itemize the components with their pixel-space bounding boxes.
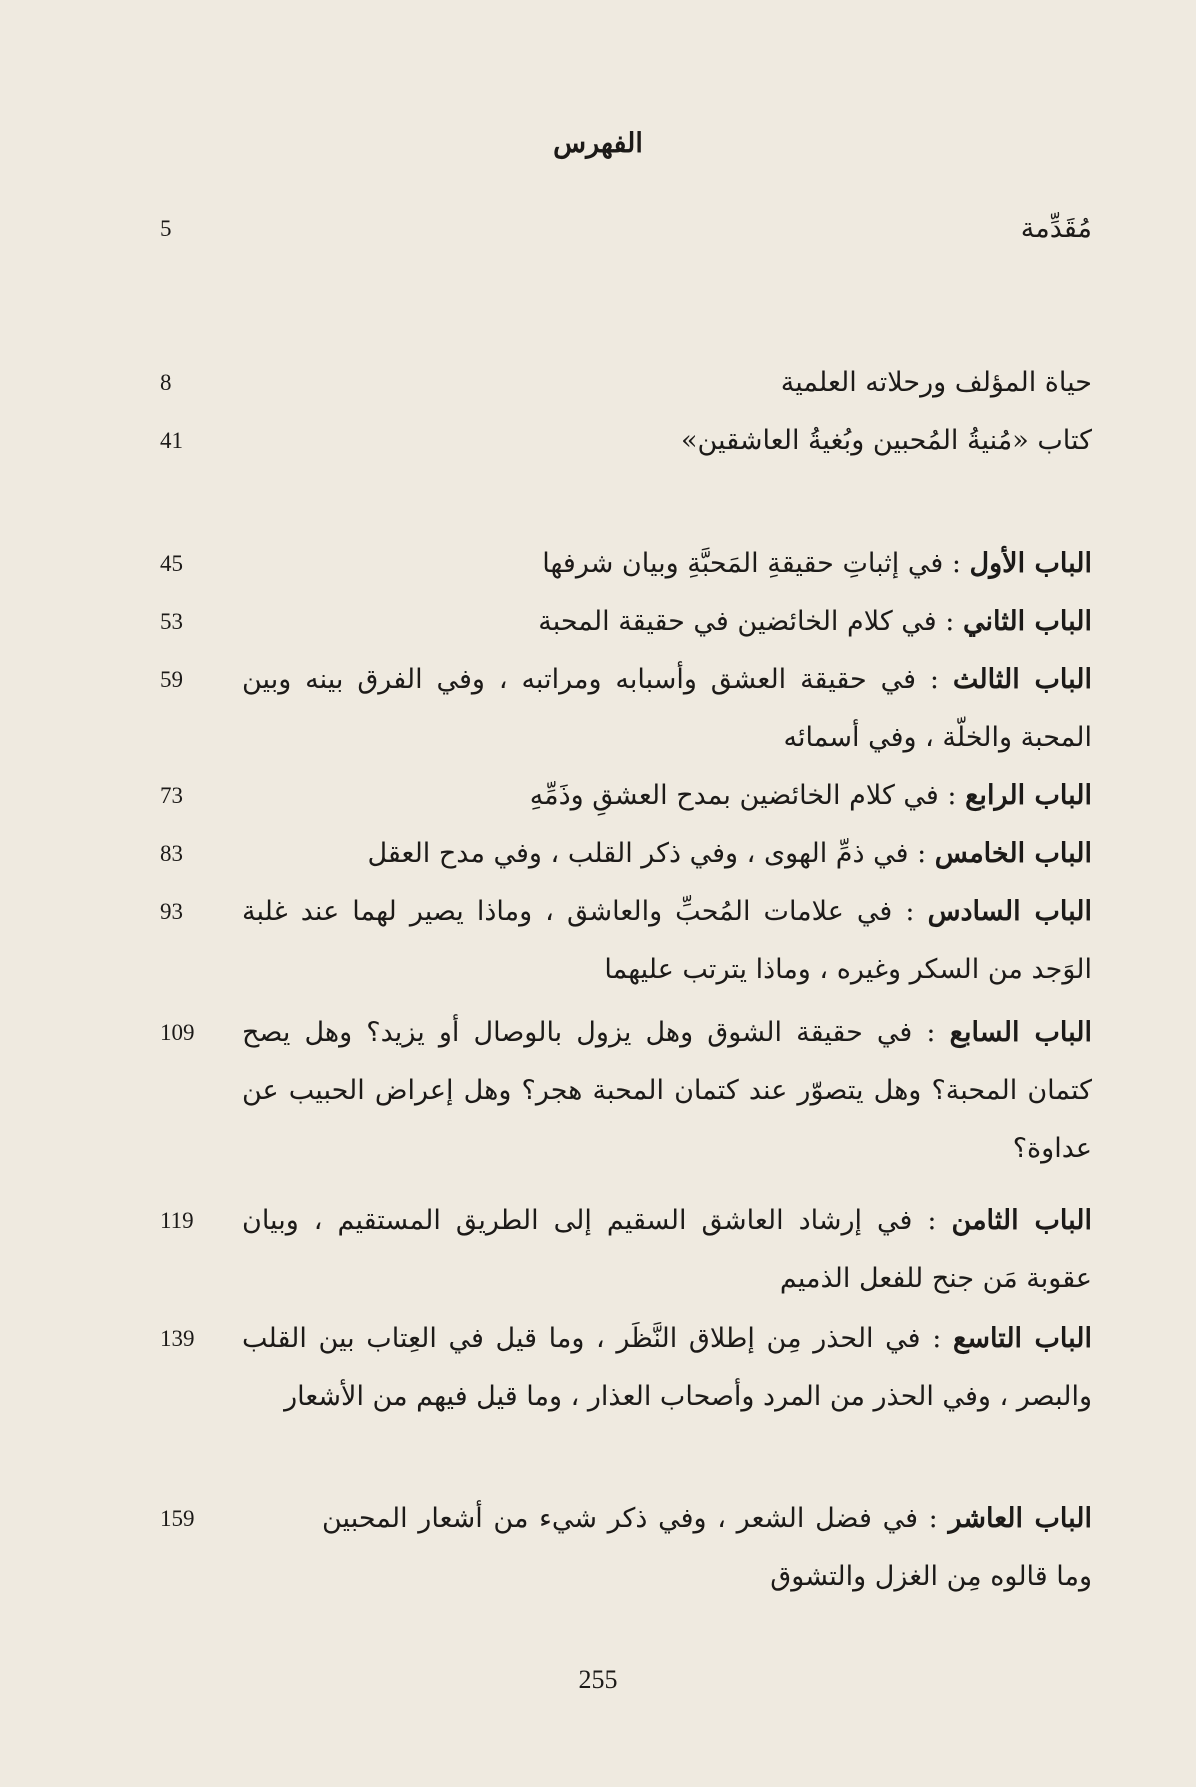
chapter-description: : في علامات المُحبِّ والعاشق ، وماذا يصير لهما عند غلبة الوَجد من السكر وغيره ، وماذا يترتب عليهما bbox=[242, 896, 1092, 985]
entry-title: مُقَدِّمة bbox=[1020, 213, 1092, 244]
toc-entry-text bbox=[242, 767, 1092, 825]
chapter-label: الباب الأول bbox=[969, 548, 1092, 579]
entry-title: كتاب «مُنيةُ المُحبين وبُغيةُ العاشقين» bbox=[680, 425, 1092, 456]
toc-page-number: 41 bbox=[160, 428, 183, 453]
toc-page-number: 83 bbox=[160, 841, 183, 866]
toc-page-number: 93 bbox=[160, 899, 183, 924]
chapter-description: : في كلام الخائضين في حقيقة المحبة bbox=[538, 606, 963, 637]
chapter-label: الباب الثاني bbox=[962, 606, 1092, 637]
toc-page-number: 53 bbox=[160, 609, 183, 634]
toc-entry-text bbox=[242, 883, 1092, 999]
toc-entry-text bbox=[242, 354, 1092, 412]
toc-page-number: 139 bbox=[160, 1326, 195, 1351]
chapter-label: الباب الثالث bbox=[952, 664, 1093, 695]
chapter-description: : في ذمِّ الهوى ، وفي ذكر القلب ، وفي مدح العقل bbox=[367, 838, 935, 869]
chapter-description: : في حقيقة العشق وأسبابه ومراتبه ، وفي الفرق بينه وبين المحبة والخلّة ، وفي أسمائه bbox=[242, 664, 1092, 753]
chapter-description: : في إثباتِ حقيقةِ المَحبَّةِ وبيان شرفها bbox=[542, 548, 970, 579]
toc-entry-text bbox=[242, 1004, 1092, 1178]
chapter-description: : في حقيقة الشوق وهل يزول بالوصال أو يزيد؟ وهل يصح كتمان المحبة؟ وهل يتصوّر عند كتمان المحبة هجر؟ وهل إعراض الحبيب عن عداوة؟ bbox=[242, 1017, 1092, 1164]
toc-page-number: 159 bbox=[160, 1506, 195, 1531]
chapter-label: الباب العاشر bbox=[948, 1503, 1093, 1534]
chapter-label: الباب السادس bbox=[927, 896, 1092, 927]
chapter-label: الباب الرابع bbox=[965, 780, 1092, 811]
toc-entry-text bbox=[242, 1310, 1092, 1426]
chapter-description: : في كلام الخائضين بمدح العشقِ وذَمِّهِ bbox=[529, 780, 966, 811]
toc-entry-text bbox=[242, 1192, 1092, 1308]
toc-page-number: 109 bbox=[160, 1020, 195, 1045]
chapter-description: : في إرشاد العاشق السقيم إلى الطريق المستقيم ، وبيان عقوبة مَن جنح للفعل الذميم bbox=[242, 1205, 1092, 1294]
toc-entry-text bbox=[242, 535, 1092, 593]
toc-page-number: 45 bbox=[160, 551, 183, 576]
toc-page-number: 5 bbox=[160, 216, 172, 241]
toc-entry-text bbox=[242, 200, 1092, 258]
toc-entry-text bbox=[242, 412, 1092, 470]
toc-entry-text bbox=[242, 593, 1092, 651]
entry-title: حياة المؤلف ورحلاته العلمية bbox=[780, 367, 1092, 398]
toc-page-number: 73 bbox=[160, 783, 183, 808]
chapter-label: الباب السابع bbox=[949, 1017, 1092, 1048]
chapter-label: الباب التاسع bbox=[952, 1323, 1093, 1354]
chapter-description: : في الحذر مِن إطلاق النَّظَر ، وما قيل في العِتاب بين القلب والبصر ، وفي الحذر من المرد وأصحاب العذار ، وما قيل فيهم من الأشعار bbox=[242, 1323, 1092, 1412]
toc-page-number: 59 bbox=[160, 667, 183, 692]
chapter-description: : في فضل الشعر ، وفي ذكر شيء من أشعار المحبين وما قالوه مِن الغزل والتشوق bbox=[322, 1503, 1092, 1592]
chapter-label: الباب الخامس bbox=[934, 838, 1092, 869]
toc-entry-text bbox=[242, 651, 1092, 767]
toc-entry-text bbox=[322, 1490, 1092, 1606]
page-title: الفهرس bbox=[553, 128, 643, 159]
toc-entry-text bbox=[242, 825, 1092, 883]
toc-page-number: 119 bbox=[160, 1208, 194, 1233]
page-number-footer: 255 bbox=[578, 1665, 618, 1694]
toc-page-number: 8 bbox=[160, 370, 172, 395]
chapter-label: الباب الثامن bbox=[951, 1205, 1092, 1236]
